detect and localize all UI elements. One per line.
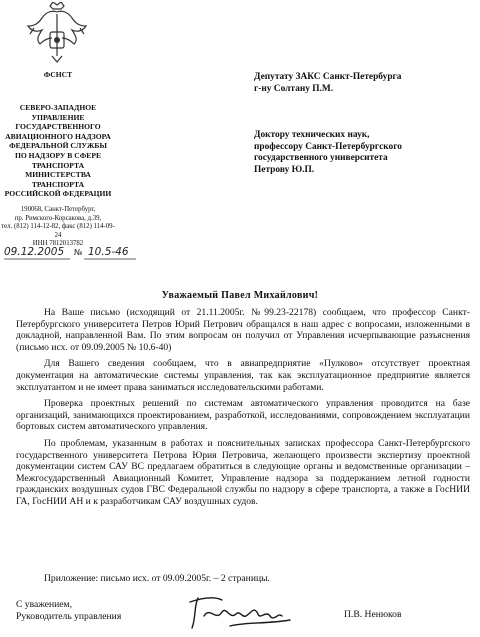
sender-code: ФСНСТ (43, 70, 73, 79)
sender-organization (0, 103, 116, 199)
body-paragraph: Для Вашего сведения сообщаем, что в авиапредприятие «Пулково» отсутствует проектная документация на автоматические системы управления, так как эксплуатационное предприятие является эксплуатантом и не имеет права заниматься исследовательскими работами. (16, 358, 470, 393)
registration-date: 09.12.2005 (4, 246, 65, 258)
recipient-deputy (254, 72, 402, 95)
salutation: Уважаемый Павел Михайлович! (161, 290, 319, 301)
recipient-line: государственного университета (254, 153, 388, 164)
recipient-line: профессору Санкт-Петербургского (254, 141, 402, 152)
recipient-line: Депутату ЗАКС Санкт-Петербурга (254, 72, 402, 82)
address-line: ИНН 7812013782 (32, 240, 84, 248)
registration-underline (4, 258, 136, 262)
org-line: ФЕДЕРАЛЬНОЙ СЛУЖБЫ (9, 141, 107, 151)
sender-address (0, 206, 116, 249)
registration-number: 10.5-46 (88, 246, 129, 258)
registration-line (4, 246, 180, 262)
closing-block (16, 599, 121, 623)
body-paragraph: На Ваше письмо (исходящий от 21.11.2005г. №99.23-22178) сообщаем, что профессор Санкт-Петербургского университета Петров Юрий Петрович обращался в наш адрес с вопросами, изложенными в докладной, направленной Вам. По этим вопросам он получил от Управления исчерпывающие разъяснения (письмо исх. от 09.09.2005 № 10.6-40) (16, 307, 470, 353)
recipient-line: г-ну Солтану П.М. (254, 83, 334, 94)
attachment-note: Приложение: письмо исх. от 09.09.2005г. – 2 страницы. (44, 573, 270, 584)
registration-number-label: № (74, 248, 83, 257)
org-line: МИНИСТЕРСТВА ТРАНСПОРТА (25, 170, 91, 189)
address-line: пр. Римского-Корсакова, д.39, (14, 214, 102, 222)
handwritten-signature (186, 592, 298, 632)
address-line: тел. (812) 114-12-82, факс (812) 114-09-24 (1, 223, 115, 239)
body-paragraph: По проблемам, указанным в работах и пояснительных записках профессора Санкт-Петербургского государственного университета Петрова Юрия Петровича, желающего произвести экспертизу проектной документации систем САУ ВС предлагаем обратиться в следующие органы и ведомственные организации – Межгосударственный Авиационный Комитет, Управление надзора за поддержанием летной годности гражданских воздушных судов ГВС Федеральной службы по надзору в сфере транспорта, а также в ГосНИИ ГА, ГосНИИ АН и к разработчикам САУ воздушных судов. (16, 437, 470, 507)
org-line: СЕВЕРО-ЗАПАДНОЕ (19, 103, 97, 112)
recipient-line: Доктору технических наук, (254, 130, 370, 140)
org-line: ГОСУДАРСТВЕННОГО (15, 122, 101, 132)
signer-name: П.В. Ненюков (344, 609, 402, 620)
coat-of-arms-emblem (24, 2, 90, 64)
body-paragraph: Проверка проектных решений по системам автоматического управления проводится на базе организаций, занимающихся проектированием, разработкой, исследованиями, сопровождением эксплуатации бортовых систем автоматического управления. (16, 398, 470, 433)
closing-position: Руководитель управления (16, 610, 122, 622)
org-line: РОССИЙСКОЙ ФЕДЕРАЦИИ (4, 189, 112, 199)
recipient-professor (254, 130, 402, 176)
org-line: АВИАЦИОННОГО НАДЗОРА (5, 131, 111, 141)
closing-regards: С уважением, (16, 599, 73, 610)
letter-body (16, 307, 470, 508)
recipient-line: Петрову Ю.П. (254, 164, 315, 175)
org-line: УПРАВЛЕНИЕ (31, 112, 85, 122)
address-line: 190068, Санкт-Петербург, (20, 206, 96, 213)
org-line: ПО НАДЗОРУ В СФЕРЕ ТРАНСПОРТА (14, 150, 102, 170)
